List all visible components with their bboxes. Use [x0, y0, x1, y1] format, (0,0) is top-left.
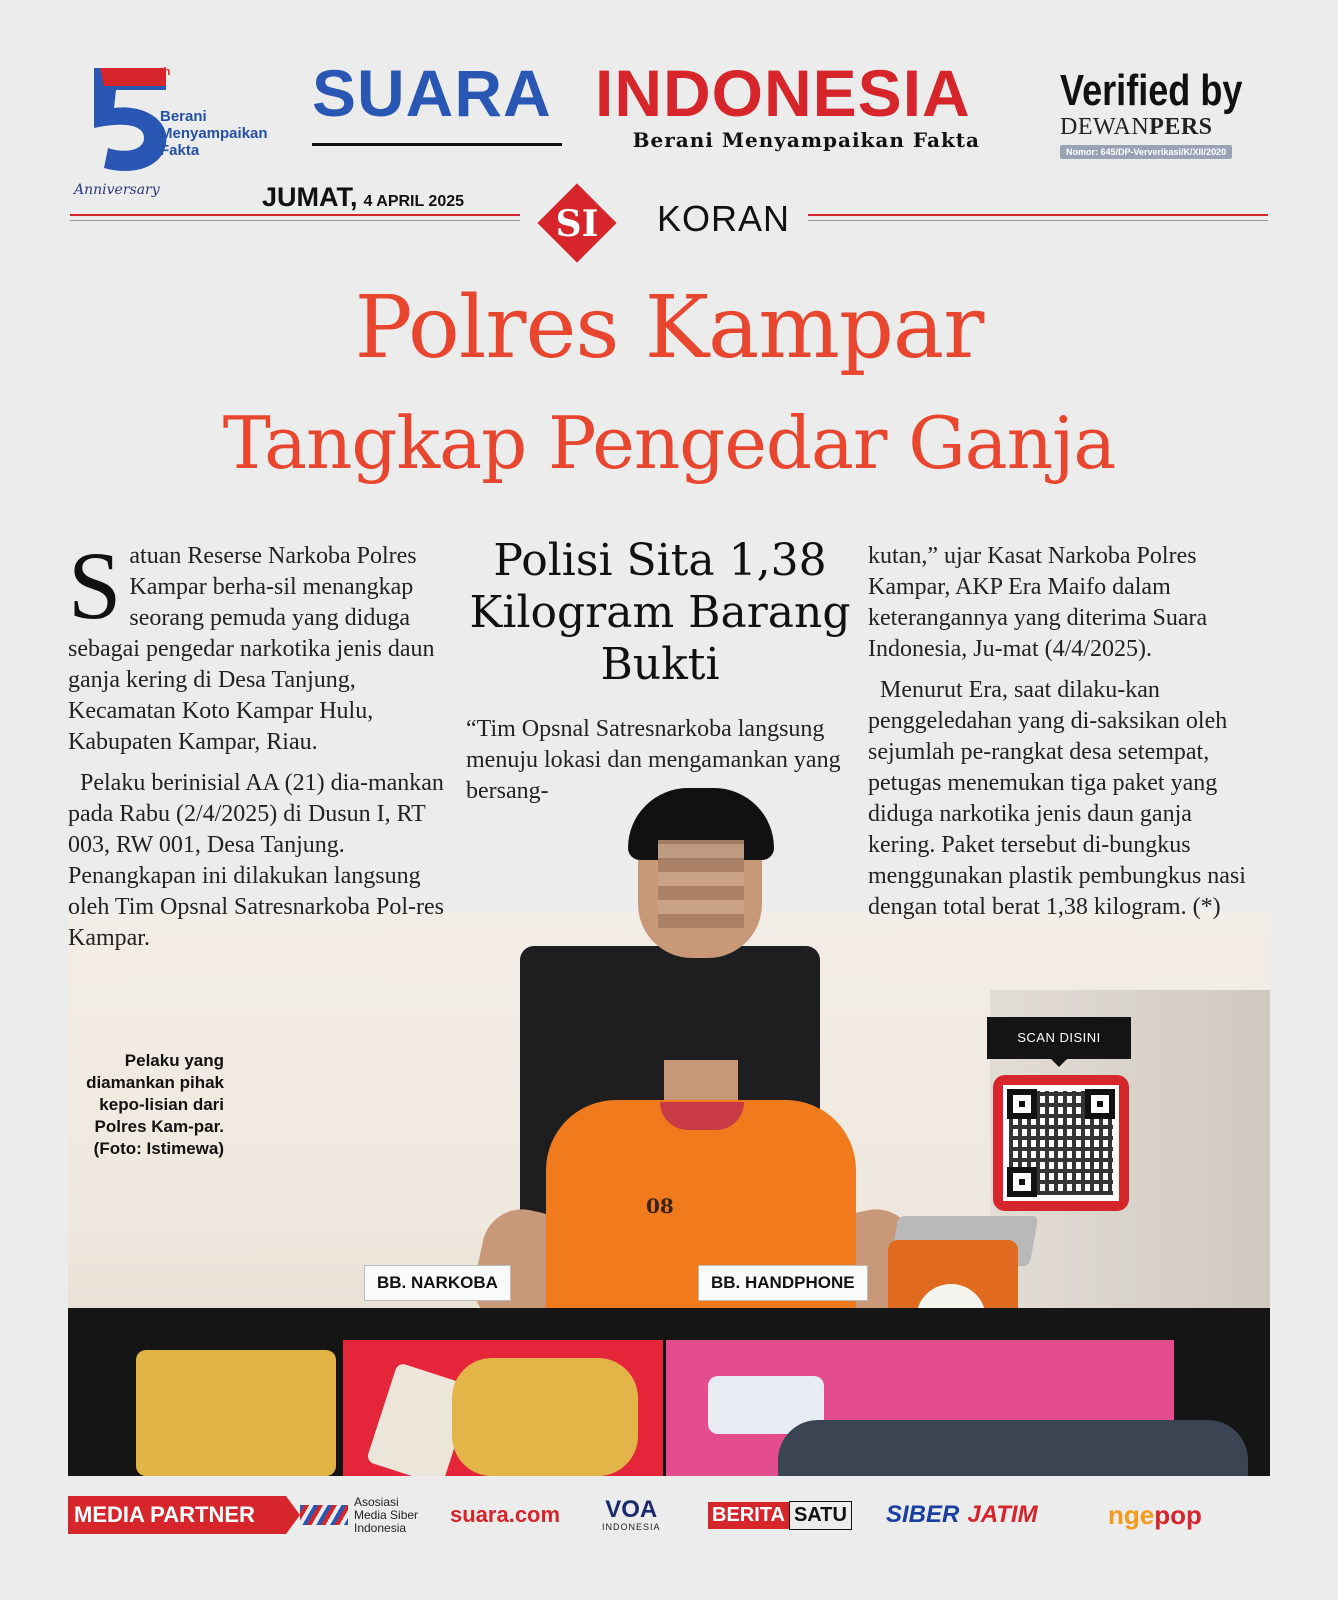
article-paragraph: Menurut Era, saat dilaku-kan penggeledahan yang di-saksikan oleh sejumlah pe-rangkat desa setempat, petugas menemukan tiga paket yang diduga narkotika jenis daun ganja kering. Paket tersebut di-bungkus menggunakan plastik pembungkus nasi dengan total berat 1,38 kilogram. (*)	[868, 677, 1246, 920]
dateline-date: 4 APRIL 2025	[363, 193, 465, 210]
qr-code[interactable]	[993, 1075, 1129, 1211]
photo-shirt-number: 08	[646, 1194, 674, 1218]
masthead-tagline: Berani Menyampaikan Fakta	[632, 128, 980, 152]
article-paragraph: kutan,” ujar Kasat Narkoba Polres Kampar, AKP Era Maifo dalam keterangannya yang diterima Suara Indonesia, Ju-mat (4/4/2025).	[868, 543, 1208, 662]
article-column-3	[868, 541, 1258, 933]
amsi-logo-icon	[300, 1505, 348, 1525]
photo-label-narkoba: BB. NARKOBA	[364, 1265, 511, 1301]
scan-pointer-icon	[1049, 1057, 1069, 1067]
media-partner-label: MEDIA PARTNER	[68, 1496, 286, 1534]
five-anniversary-icon	[74, 64, 174, 174]
partner-beritasatu[interactable]: BERITA SATU	[708, 1496, 852, 1534]
anniversary-script: Anniversary	[74, 182, 160, 198]
photo-bag	[778, 1420, 1248, 1476]
masthead-rule	[312, 143, 562, 146]
partner-amsi[interactable]: Asosiasi Media Siber Indonesia	[300, 1496, 418, 1534]
article-column-2: “Tim Opsnal Satresnarkoba langsung menuju lokasi dan mengamankan yang bersang-	[466, 716, 841, 804]
header-rule-left-thin	[70, 220, 520, 221]
header-rule-left	[70, 214, 520, 216]
article-column-1	[68, 532, 448, 964]
anniversary-suffix: th	[160, 66, 171, 78]
photo-label-handphone: BB. HANDPHONE	[698, 1265, 868, 1301]
subheadline: Polisi Sita 1,38 Kilogram Barang Bukti	[469, 535, 851, 690]
headline-line1: Polres Kampar	[354, 278, 984, 378]
dateline	[262, 182, 464, 213]
verified-title: Verified by	[1060, 66, 1243, 115]
partner-siberjatim[interactable]: SIBER JATIM	[886, 1501, 1038, 1528]
verified-badge	[1060, 68, 1260, 159]
photo-caption: Pelaku yang diamankan pihak kepo-lisian dari Polres Kam-par. (Foto: Istimewa)	[86, 1051, 224, 1158]
verified-number: Nomor: 645/DP-Ververikasi/K/XII/2020	[1060, 145, 1232, 159]
article-paragraph: Pelaku berinisial AA (21) dia-mankan pada Rabu (2/4/2025) di Dusun I, RT 003, RW 001, Desa Tanjung. Penangkapan ini dilakukan langsung oleh Tim Opsnal Satresnarkoba Pol-res Kampar.	[68, 770, 444, 951]
masthead	[312, 56, 1024, 152]
photo-face-blur	[658, 840, 744, 928]
qr-finder-icon	[1085, 1089, 1115, 1119]
headline-line2: Tangkap Pengedar Ganja	[222, 401, 1116, 485]
qr-finder-icon	[1007, 1089, 1037, 1119]
photo-package-3	[452, 1358, 638, 1476]
si-badge-text: SI	[555, 203, 599, 245]
header-rule-right	[808, 214, 1268, 216]
dropcap: S	[68, 532, 122, 639]
partner-voa[interactable]: VOA INDONESIA	[602, 1496, 661, 1532]
verified-org: DEWANPERS	[1060, 114, 1213, 140]
partner-suara[interactable]: suara.com	[450, 1502, 561, 1527]
media-partner-bar	[68, 1492, 1270, 1538]
anniversary-logo	[70, 64, 290, 214]
photo-package-1	[136, 1350, 336, 1476]
article-paragraph: Satuan Reserse Narkoba Polres Kampar berha-sil menangkap seorang pemuda yang diduga sebagai pengedar narkotika jenis daun ganja kering di Desa Tanjung, Kecamatan Koto Kampar Hulu, Kabupaten Kampar, Riau.	[68, 532, 435, 755]
dateline-day: JUMAT,	[262, 182, 358, 212]
anniversary-tagline: Berani Menyampaikan Fakta	[160, 108, 268, 159]
masthead-suara: SUARA	[312, 56, 552, 130]
qr-finder-icon	[1007, 1167, 1037, 1197]
si-badge	[537, 183, 617, 263]
header-rule-right-thin	[808, 220, 1268, 221]
section-label: KORAN	[657, 198, 791, 239]
scan-label: SCAN DISINI	[987, 1017, 1131, 1059]
partner-ngepop[interactable]: nge pop	[1108, 1499, 1202, 1530]
masthead-indonesia: INDONESIA	[595, 56, 971, 130]
qr-inner	[1003, 1085, 1119, 1201]
